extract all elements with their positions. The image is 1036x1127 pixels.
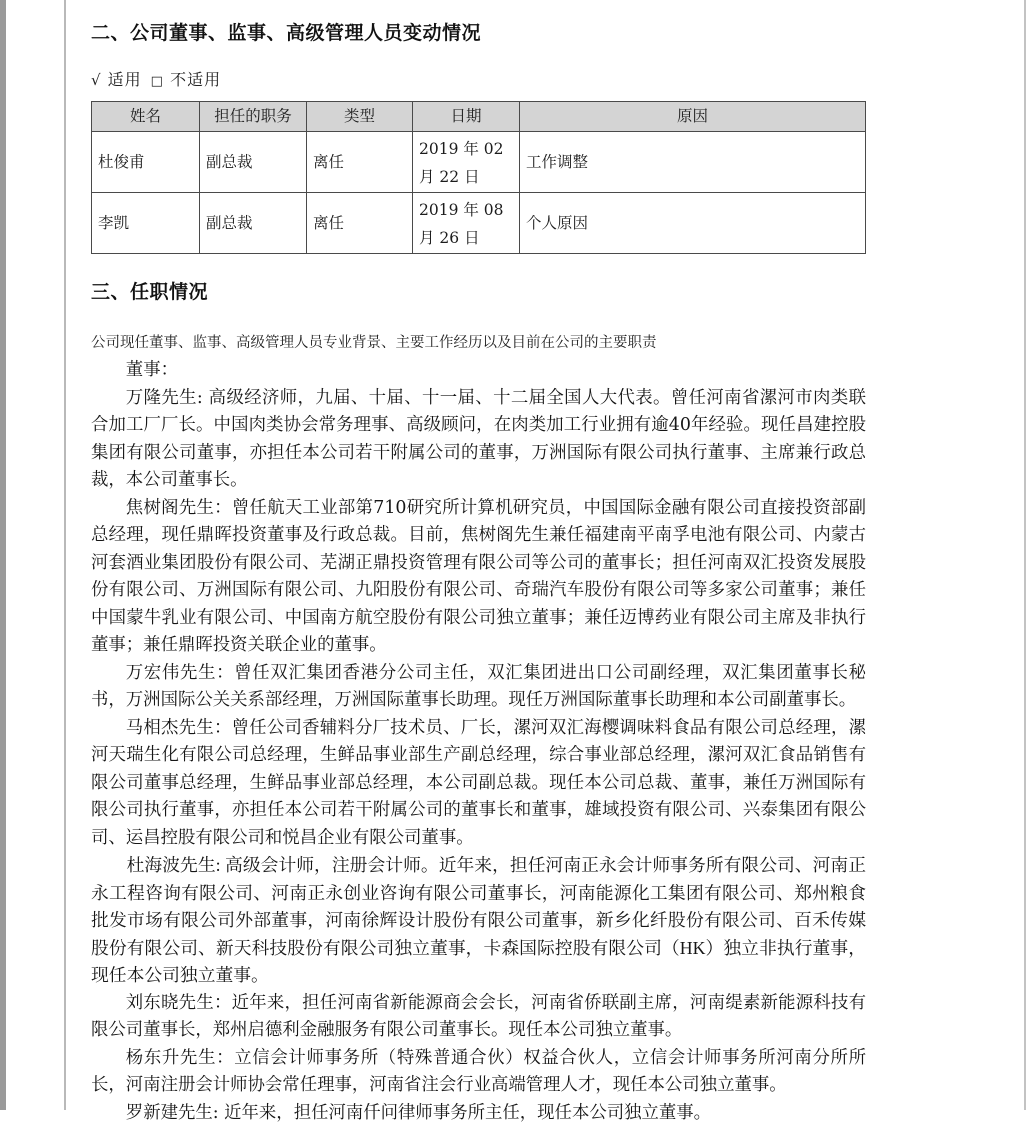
applicability-line <box>91 67 866 90</box>
section-3-heading: 三、任职情况 <box>91 277 866 304</box>
cell-name: 杜俊甫 <box>92 132 200 193</box>
bio-paragraph-jiaoshuge: 焦树阁先生：曾任航天工业部第710研究所计算机研究员，中国国际金融有限公司直接投资部副总经理，现任鼎晖投资董事及行政总裁。目前，焦树阁先生兼任福建南平南孚电池有限公司、内蒙古河套酒业集团股份有限公司、芜湖正鼎投资管理有限公司等公司的董事长；担任河南双汇投资发展股份有限公司、万洲国际有限公司、九阳股份有限公司、奇瑞汽车股份有限公司等多家公司董事；兼任中国蒙牛乳业有限公司、中国南方航空股份有限公司独立董事；兼任迈博药业有限公司主席及非执行董事；兼任鼎晖投资关联企业的董事。 <box>91 495 866 660</box>
table-row <box>92 193 866 254</box>
cell-reason: 工作调整 <box>520 132 866 193</box>
cell-reason: 个人原因 <box>520 193 866 254</box>
column-header-type: 类型 <box>307 102 413 132</box>
bio-paragraph-maxiangjie: 马相杰先生：曾任公司香辅料分厂技术员、厂长，漯河双汇海樱调味料食品有限公司总经理，漯河天瑞生化有限公司总经理，生鲜品事业部生产副总经理，综合事业部总经理，漯河双汇食品销售有限公司董事总经理，生鲜品事业部总经理，本公司副总裁。现任本公司总裁、董事，兼任万洲国际有限公司执行董事，亦担任本公司若干附属公司的董事长和董事，雄域投资有限公司、兴泰集团有限公司、运昌控股有限公司和悦昌企业有限公司董事。 <box>91 715 866 853</box>
directors-subheading: 董事： <box>91 357 866 385</box>
cell-position: 副总裁 <box>200 193 307 254</box>
column-header-name: 姓名 <box>92 102 200 132</box>
table-header-row <box>92 102 866 132</box>
personnel-change-table <box>91 101 866 254</box>
cell-type: 离任 <box>307 132 413 193</box>
section-2-heading: 二、公司董事、监事、高级管理人员变动情况 <box>91 18 866 45</box>
empty-checkbox-icon: □ <box>151 74 164 89</box>
checked-mark-icon: √ <box>91 71 102 89</box>
applicable-label: 适用 <box>108 70 142 89</box>
document-content-column <box>91 0 866 1127</box>
bio-paragraph-wanlong: 万隆先生: 高级经济师，九届、十届、十一届、十二届全国人大代表。曾任河南省漯河市肉类联合加工厂厂长。中国肉类协会常务理事、高级顾问，在肉类加工行业拥有逾40年经验。现任昌建控股集团有限公司董事，亦担任本公司若干附属公司的董事，万洲国际有限公司执行董事、主席兼行政总裁，本公司董事长。 <box>91 385 866 495</box>
bio-paragraph-yangdongsheng: 杨东升先生：立信会计师事务所（特殊普通合伙）权益合伙人，立信会计师事务所河南分所所长，河南注册会计师协会常任理事，河南省注会行业高端管理人才，现任本公司独立董事。 <box>91 1045 866 1100</box>
bio-paragraph-luoxinjian: 罗新建先生: 近年来，担任河南仟问律师事务所主任，现任本公司独立董事。 <box>91 1100 866 1127</box>
cell-type: 离任 <box>307 193 413 254</box>
cell-date: 2019 年 02 月 22 日 <box>413 132 520 193</box>
bio-paragraph-duhaibo: 杜海波先生: 高级会计师，注册会计师。近年来，担任河南正永会计师事务所有限公司、河南正永工程咨询有限公司、河南正永创业咨询有限公司董事长，河南能源化工集团有限公司、郑州粮食批发市场有限公司外部董事，河南徐辉设计股份有限公司董事，新乡化纤股份有限公司、百禾传媒股份有限公司、新天科技股份有限公司独立董事，卡森国际控股有限公司（HK）独立非执行董事，现任本公司独立董事。 <box>91 852 866 990</box>
column-header-position: 担任的职务 <box>200 102 307 132</box>
not-applicable-label: 不适用 <box>170 70 221 89</box>
cell-position: 副总裁 <box>200 132 307 193</box>
page-right-edge-rule <box>1024 0 1026 1110</box>
column-header-reason: 原因 <box>520 102 866 132</box>
table-row <box>92 132 866 193</box>
cell-date: 2019 年 08 月 26 日 <box>413 193 520 254</box>
viewer-left-gutter <box>0 0 6 1110</box>
column-header-date: 日期 <box>413 102 520 132</box>
bio-paragraph-wanhongwei: 万宏伟先生：曾任双汇集团香港分公司主任，双汇集团进出口公司副经理，双汇集团董事长秘书，万洲国际公关关系部经理，万洲国际董事长助理。现任万洲国际董事长助理和本公司副董事长。 <box>91 660 866 715</box>
bio-paragraph-liudongxiao: 刘东晓先生：近年来，担任河南省新能源商会会长，河南省侨联副主席，河南缇素新能源科技有限公司董事长，郑州启德利金融服务有限公司董事长。现任本公司独立董事。 <box>91 990 866 1045</box>
cell-name: 李凯 <box>92 193 200 254</box>
section-3-intro-line: 公司现任董事、监事、高级管理人员专业背景、主要工作经历以及目前在公司的主要职责 <box>91 331 866 355</box>
